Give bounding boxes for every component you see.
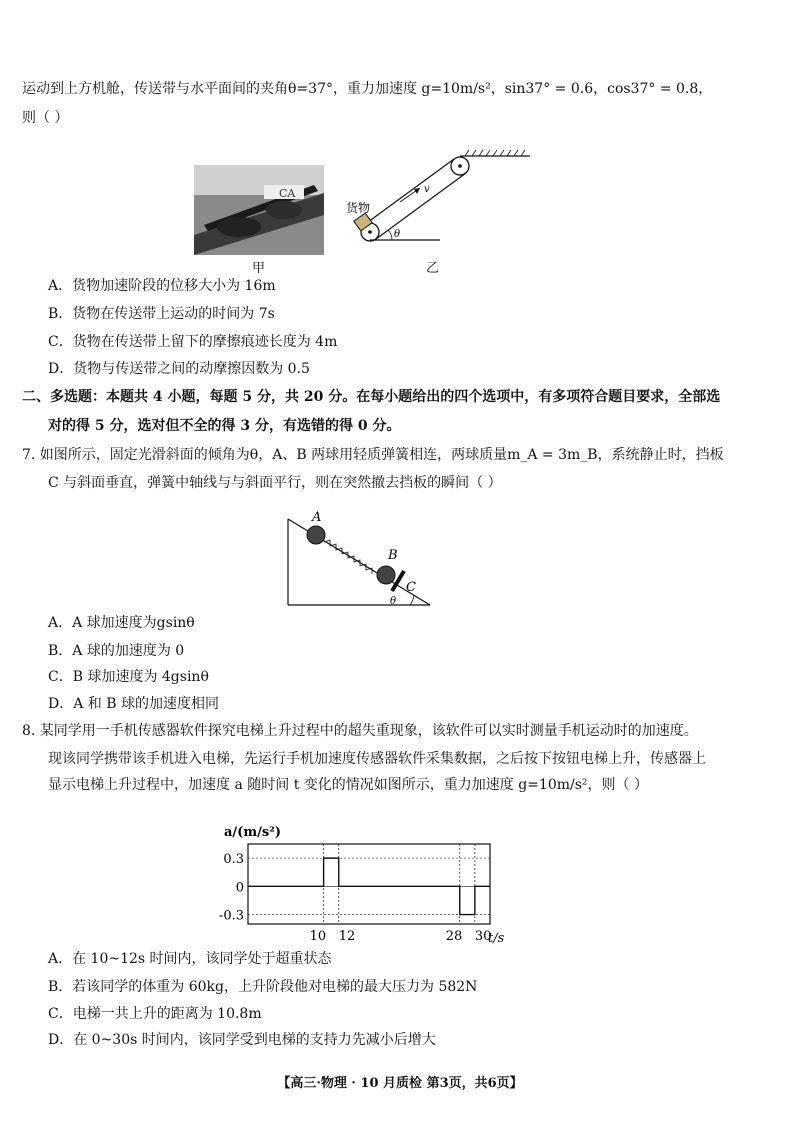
q8-option-b: B．若该同学的体重为 60kg，上升阶段他对电梯的最大压力为 582N [48, 979, 478, 995]
x-axis-label: t/s [488, 931, 505, 946]
incline-diagram [280, 505, 440, 615]
q8-option-d: D．在 0~30s 时间内，该同学受到电梯的支持力先减小后增大 [48, 1032, 436, 1048]
y-tick-label: 0 [235, 880, 244, 896]
y-axis-label: a/(m/s²) [224, 825, 281, 840]
q8-stem-line-2: 现该同学携带该手机进入电梯，先运行手机加速度传感器软件采集数据，之后按下按钮电梯上升，传感器上 [48, 751, 706, 767]
x-tick-label: 12 [338, 929, 356, 944]
caption-left: 甲 [252, 261, 266, 276]
q6-option-c: C．货物在传送带上留下的摩擦痕迹长度为 4m [48, 334, 338, 350]
q8-stem-line-1: 8. 某同学用一手机传感器软件探究电梯上升过程中的超失重现象，该软件可以实时测量手机运动时的加速度。 [22, 723, 698, 739]
y-tick-label: 0.3 [223, 852, 244, 868]
ball-b-label: B [388, 548, 398, 563]
q7-option-a: A．A 球加速度为gsinθ [48, 615, 195, 631]
q8-stem-line-3: 显示电梯上升过程中，加速度 a 随时间 t 变化的情况如图所示，重力加速度 g=10m/s²，则（ ） [48, 777, 648, 793]
q7-option-c: C．B 球加速度为 4gsinθ [48, 669, 209, 685]
theta-label-1: θ [394, 229, 401, 240]
q7-option-d: D．A 和 B 球的加速度相同 [48, 696, 219, 712]
plate-c-label: C [406, 580, 416, 595]
svg-text:CA: CA [279, 187, 296, 200]
ball-a-label: A [312, 510, 322, 525]
q7-option-b: B．A 球的加速度为 0 [48, 643, 185, 659]
theta-label-2: θ [390, 596, 397, 607]
page-footer: 【高三·物理 · 10 月质检 第3页，共6页】 [277, 1076, 523, 1091]
conveyor-diagram [340, 148, 540, 258]
q6-stem-line-2: 则（ ） [22, 110, 69, 126]
section2-header-line-1: 二、多选题：本题共 4 小题，每题 5 分，共 20 分。在每小题给出的四个选项中，有多项符合题目要求，全部选 [22, 389, 721, 405]
y-tick-label: -0.3 [218, 908, 244, 924]
conveyor-photo [194, 165, 324, 255]
q6-stem-line-1: 运动到上方机舱，传送带与水平面间的夹角θ=37°，重力加速度 g=10m/s²，sin37° = 0.6，cos37° = 0.8， [22, 81, 713, 97]
acceleration-chart [200, 820, 520, 948]
x-tick-label: 28 [445, 929, 463, 944]
caption-right: 乙 [426, 261, 440, 276]
q6-option-d: D．货物与传送带之间的动摩擦因数为 0.5 [48, 361, 310, 377]
cargo-label: 货物 [346, 201, 371, 215]
velocity-label: v [424, 184, 430, 195]
q8-option-a: A．在 10~12s 时间内，该同学处于超重状态 [48, 951, 332, 967]
q8-option-c: C．电梯一共上升的距离为 10.8m [48, 1006, 262, 1022]
section2-header-line-2: 对的得 5 分，选对但不全的得 3 分，有选错的得 0 分。 [48, 418, 401, 434]
acceleration-series-line [248, 858, 490, 914]
q6-option-a: A．货物加速阶段的位移大小为 16m [48, 278, 276, 294]
x-tick-label: 10 [309, 929, 327, 944]
q7-stem-line-1: 7. 如图所示，固定光滑斜面的倾角为θ，A、B 两球用轻质弹簧相连，两球质量m_A = 3m_B，系统静止时，挡板 [22, 447, 724, 463]
q6-option-b: B．货物在传送带上运动的时间为 7s [48, 306, 275, 322]
x-tick-label: 30 [474, 929, 492, 944]
chart-frame [248, 844, 490, 924]
q7-stem-line-2: C 与斜面垂直，弹簧中轴线与与斜面平行，则在突然撤去挡板的瞬间（ ） [48, 475, 502, 491]
